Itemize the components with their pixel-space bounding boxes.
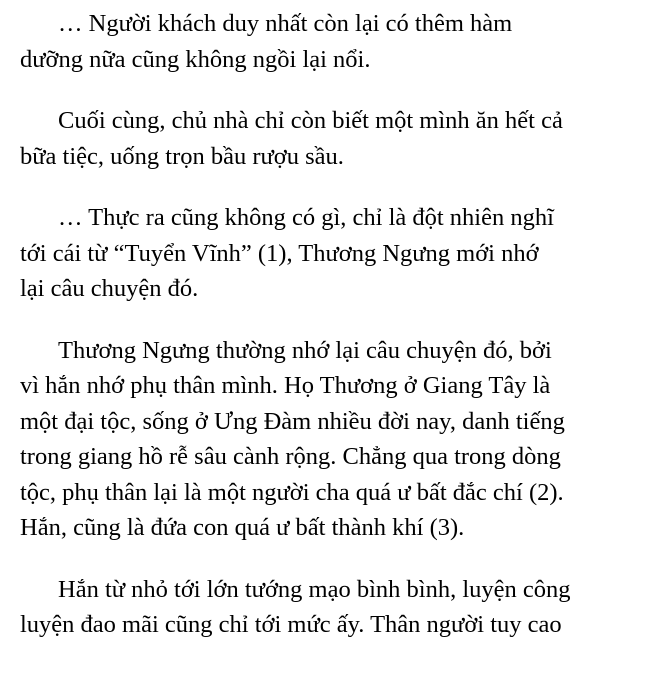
paragraph-3 xyxy=(20,200,652,307)
paragraph-spacer xyxy=(20,307,652,333)
text-line: vì hắn nhớ phụ thân mình. Họ Thương ở Giang Tây là xyxy=(20,372,551,399)
text-line: Thương Ngưng thường nhớ lại câu chuyện đó, bởi xyxy=(58,336,552,364)
document-page xyxy=(20,6,652,643)
paragraph-1 xyxy=(20,6,652,77)
text-line: tới cái từ “Tuyển Vĩnh” (1), Thương Ngưng mới nhớ xyxy=(20,239,539,267)
paragraph-4 xyxy=(20,333,652,546)
text-line: trong giang hồ rễ sâu cành rộng. Chẳng qua trong dòng xyxy=(20,443,561,470)
text-line: Hắn từ nhỏ tới lớn tướng mạo bình bình, luyện công xyxy=(58,575,571,603)
text-line: Hắn, cũng là đứa con quá ư bất thành khí (3). xyxy=(20,514,465,541)
paragraph-spacer xyxy=(20,546,652,572)
text-line: bữa tiệc, uống trọn bầu rượu sầu. xyxy=(20,142,344,170)
text-line: luyện đao mãi cũng chỉ tới mức ấy. Thân người tuy cao xyxy=(20,611,562,638)
text-line: một đại tộc, sống ở Ưng Đàm nhiều đời nay, danh tiếng xyxy=(20,407,565,435)
text-line: lại câu chuyện đó. xyxy=(20,275,199,302)
paragraph-spacer xyxy=(20,174,652,200)
text-line: … Thực ra cũng không có gì, chỉ là đột nhiên nghĩ xyxy=(58,204,554,231)
text-line: Cuối cùng, chủ nhà chỉ còn biết một mình ăn hết cả xyxy=(58,107,563,134)
text-line: tộc, phụ thân lại là một người cha quá ư bất đắc chí (2). xyxy=(20,478,564,506)
paragraph-5 xyxy=(20,572,652,643)
text-line: … Người khách duy nhất còn lại có thêm hàm xyxy=(58,10,513,37)
paragraph-2 xyxy=(20,103,652,174)
paragraph-spacer xyxy=(20,77,652,103)
text-line: dưỡng nữa cũng không ngồi lại nổi. xyxy=(20,45,371,73)
